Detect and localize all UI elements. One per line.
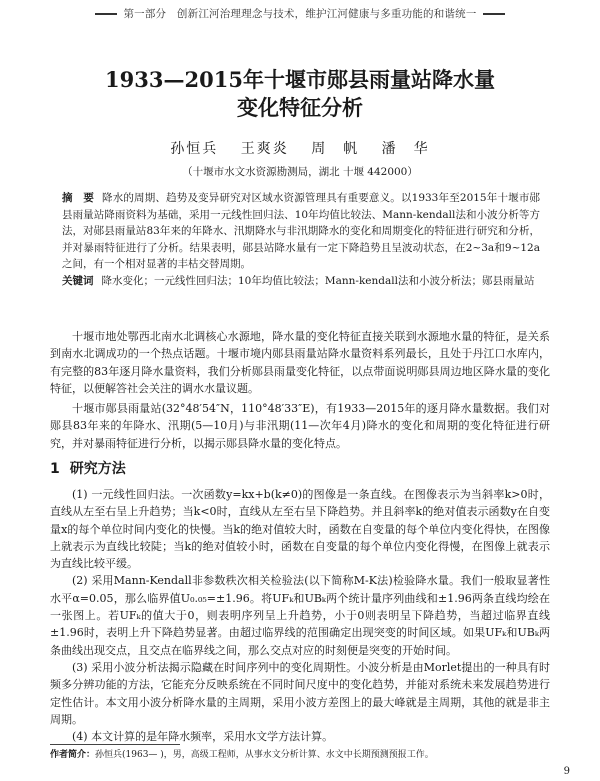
page-number: 9 (563, 766, 570, 777)
running-title: 第一部分 创新江河治理理念与技术，维护江河健康与多重功能的和谐统一 (123, 8, 477, 20)
method-paragraph: (3) 采用小波分析法揭示隐藏在时间序列中的变化周期性。小波分析是由Morlet提出的一种具有时频多分辨功能的方法，它能充分反映系统在不同时间尺度中的变化趋势，并能对系统未来发展趋势进行定性估计。本文用小波分析降水量的主周期，采用小波方差图上的最大峰就是主周期，其他的就是非主周期。 (50, 660, 550, 726)
author-list (0, 138, 600, 158)
author: 潘 华 (381, 141, 430, 157)
abstract (62, 190, 540, 289)
method-paragraph: (2) 采用Mann-Kendall非参数秩次相关检验法(以下简称M-K法)检验降水量。我们一般取显著性水平α=0.05，那么临界值U₀.₀₅=±1.96。将UFₖ和UBₖ两个统计量序列曲线和±1.96两条直线均绘在一张图上。若UFₖ的值大于0，则表明序列呈上升趋势，小于0则表明呈下降趋势，当超过临界直线±1.96时，表明上升下降趋势显著。由超过临界线的范围确定出现突变的时间区域。如果UFₖ和UBₖ两条曲线出现交点，且交点在临界线之间，那么交点对应的时刻便是突变的开始时间。 (50, 574, 550, 657)
affiliation: （十堰市水文水资源勘测局，湖北 十堰 442000） (182, 166, 418, 178)
author: 周 帆 (311, 141, 360, 157)
author: 孙恒兵 (170, 141, 219, 157)
footnote-text: 孙恒兵(1963— )，男，高级工程师，从事水文分析计算、水文中长期预测预报工作。 (95, 750, 434, 760)
method-paragraph: (1) 一元线性回归法。一次函数y=kx+b(k≠0)的图像是一条直线。在图像表示为当斜率k>0时，直线从左至右呈上升趋势；当k<0时，直线从左至右呈下降趋势。并且斜率k的绝对值表示函数y在自变量x的每个单位时间内变化的快慢。当k的绝对值较大时，函数在自变量的每个单位内变化得快，在图像上就表示为直线比较陡；当k的绝对值较小时，函数在自变量的每个单位内变化得慢，在图像上就表示为直线比较平缓。 (50, 488, 550, 571)
footnote-rule (50, 744, 180, 745)
title-line-1: 1933—2015年十堰市郧县雨量站降水量 (105, 67, 495, 92)
method-paragraph: (4) 本文计算的是年降水频率，采用水文学方法计算。 (72, 730, 334, 744)
header-right-rule (483, 13, 505, 15)
intro-text-1: 十堰市地处鄂西北南水北调核心水源地，降水量的变化特征直接关联到水源地水量的特征，是关系到南水北调成功的一个热点话题。十堰市境内郧县雨量站降水量资料系列最长，且处于丹江口水库内，有完整的83年逐月降水量资料，我们分析郧县雨量变化特征，以点带面说明郧县周边地区降水量的变化特征，以便解答社会关注的调水水量议题。 (50, 330, 550, 395)
methods-section (50, 486, 550, 745)
author: 王爽炎 (240, 141, 289, 157)
running-header (0, 6, 600, 21)
header-left-rule (95, 13, 117, 15)
section-heading (50, 458, 126, 478)
section-title: 研究方法 (69, 461, 126, 477)
article-title (0, 66, 600, 122)
section-number: 1 (50, 461, 60, 477)
intro-text-2: 十堰市郧县雨量站(32°48′54″N，110°48′33″E)，有1933—2015年的逐月降水量数据。我们对郧县83年来的年降水、汛期(5—10月)与非汛期(11—次年4月)降水的变化和周期的变化特征进行研究，并对暴雨特征进行分析，以揭示郧县降水量的变化特点。 (50, 402, 550, 450)
keywords-text: 降水变化；一元线性回归法；10年均值比较法；Mann-kendall法和小波分析法；郧县雨量站 (101, 274, 535, 287)
footnote-label: 作者简介： (50, 750, 96, 760)
intro-paragraph-2 (50, 400, 550, 452)
title-line-2: 变化特征分析 (237, 95, 363, 120)
keywords-label: 关键词 (62, 274, 94, 287)
abstract-label: 摘 要 (62, 192, 95, 204)
abstract-text: 降水的周期、趋势及变异研究对区域水资源管理具有重要意义。以1933年至2015年十堰市郧县雨量站降雨资料为基础，采用一元线性回归法、10年均值比较法、Mann-kendall法和小波分析等方法，对郧县雨量站83年来的年降水、汛期降水与非汛期降水的变化和周期变化的特征进行研究和分析，并对暴雨特征进行了分析。结果表明，郧县站降水量有一定下降趋势且呈波动状态，在2~3a和9~12a之间，有一个相对显著的丰枯交替周期。 (62, 192, 540, 270)
intro-paragraph-1 (50, 328, 550, 397)
author-footnote (50, 749, 550, 761)
